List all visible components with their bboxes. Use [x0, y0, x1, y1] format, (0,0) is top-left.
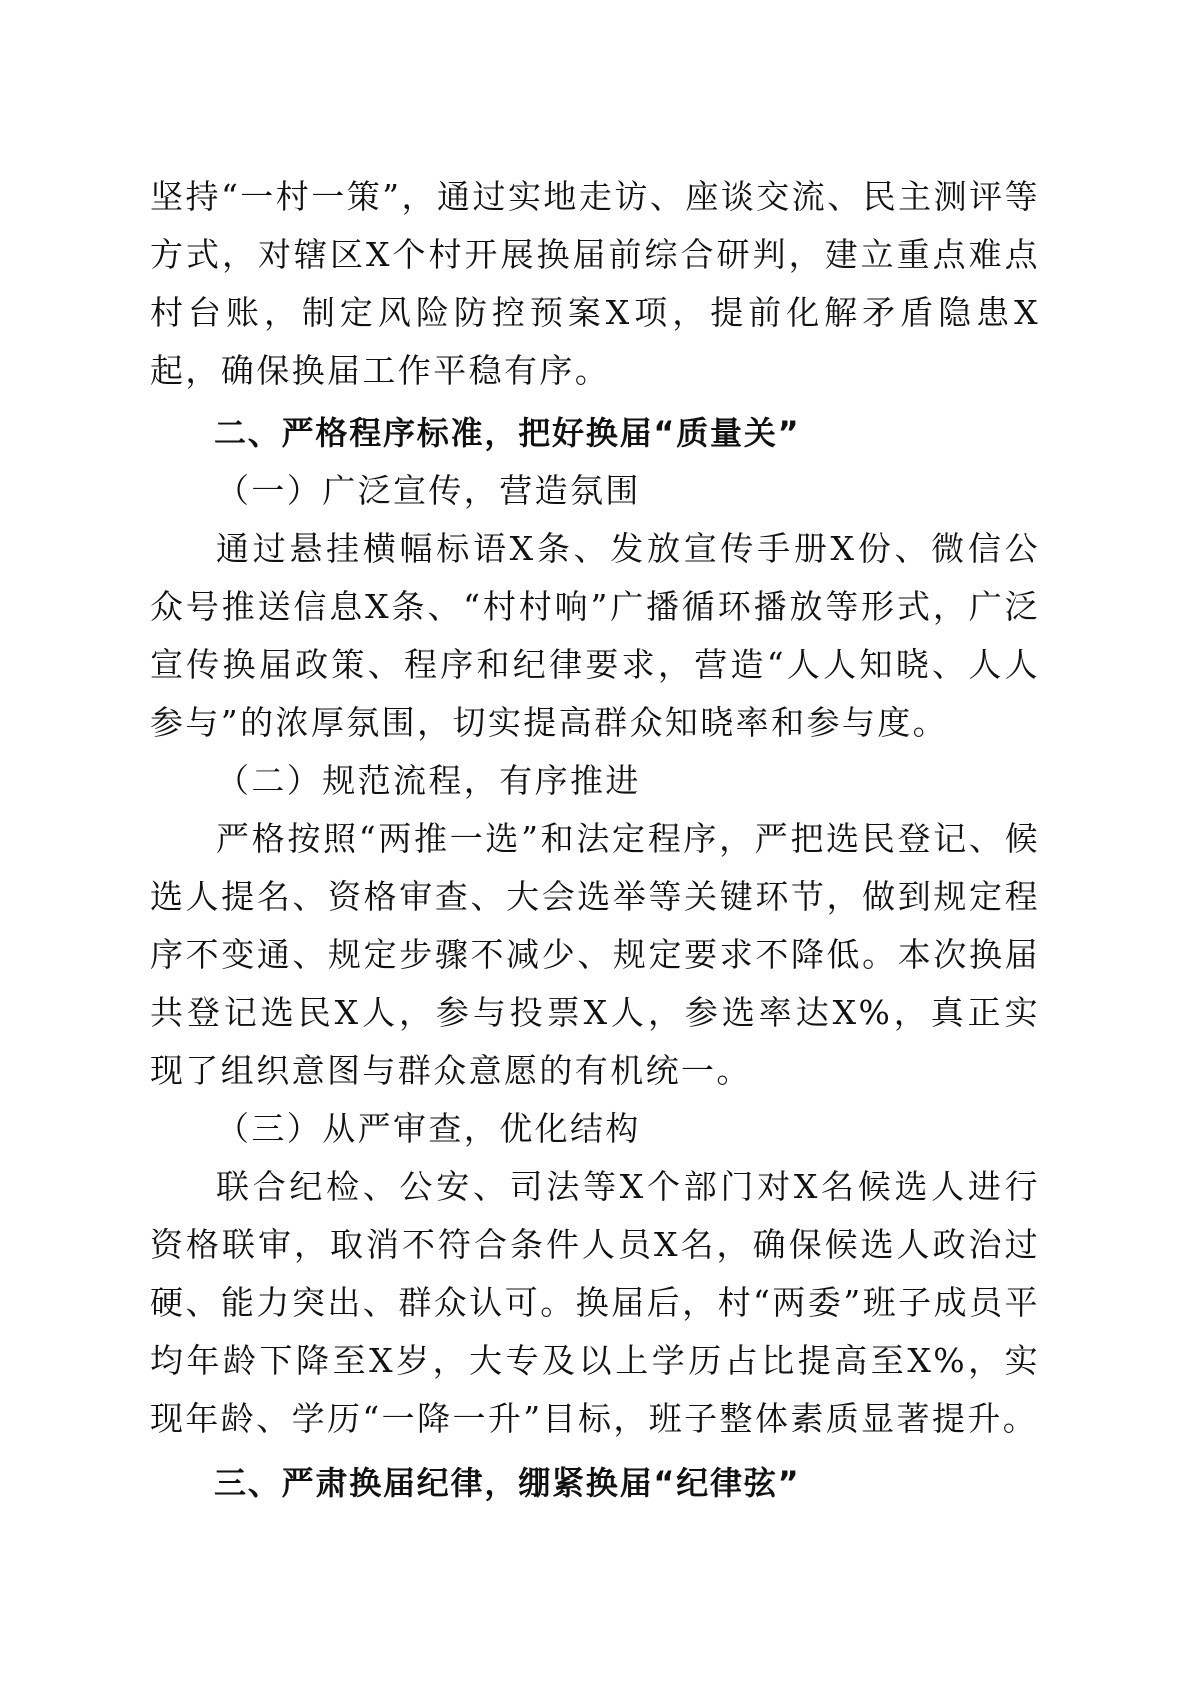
- document-body: [150, 168, 1040, 1512]
- paragraph-publicity: 通过悬挂横幅标语X条、发放宣传手册X份、微信公众号推送信息X条、“村村响”广播循环播放等形式，广泛宣传换届政策、程序和纪律要求，营造“人人知晓、人人参与”的浓厚氛围，切实提高群众知晓率和参与度。: [150, 529, 1040, 742]
- section-heading-3: 三、严肃换届纪律，绷紧换届“纪律弦”: [214, 1464, 801, 1502]
- paragraph-intro: 坚持“一村一策”，通过实地走访、座谈交流、民主测评等方式，对辖区X个村开展换届前综合研判，建立重点难点村台账，制定风险防控预案X项，提前化解矛盾隐患X起，确保换届工作平稳有序。: [150, 177, 1040, 390]
- subsection-heading-2: （二）规范流程，有序推进: [216, 761, 641, 800]
- section-heading-2: 二、严格程序标准，把好换届“质量关”: [214, 414, 801, 452]
- subsection-heading-1: （一）广泛宣传，营造氛围: [216, 471, 641, 510]
- subsection-heading-3: （三）从严审查，优化结构: [216, 1109, 641, 1148]
- paragraph-procedure: 严格按照“两推一选”和法定程序，严把选民登记、候选人提名、资格审查、大会选举等关键环节，做到规定程序不变通、规定步骤不减少、规定要求不降低。本次换届共登记选民X人，参与投票X人，参选率达X%，真正实现了组织意图与群众意愿的有机统一。: [150, 819, 1040, 1090]
- paragraph-review: 联合纪检、公安、司法等X个部门对X名候选人进行资格联审，取消不符合条件人员X名，确保候选人政治过硬、能力突出、群众认可。换届后，村“两委”班子成员平均年龄下降至X岁，大专及以上学历占比提高至X%，实现年龄、学历“一降一升”目标，班子整体素质显著提升。: [150, 1167, 1040, 1438]
